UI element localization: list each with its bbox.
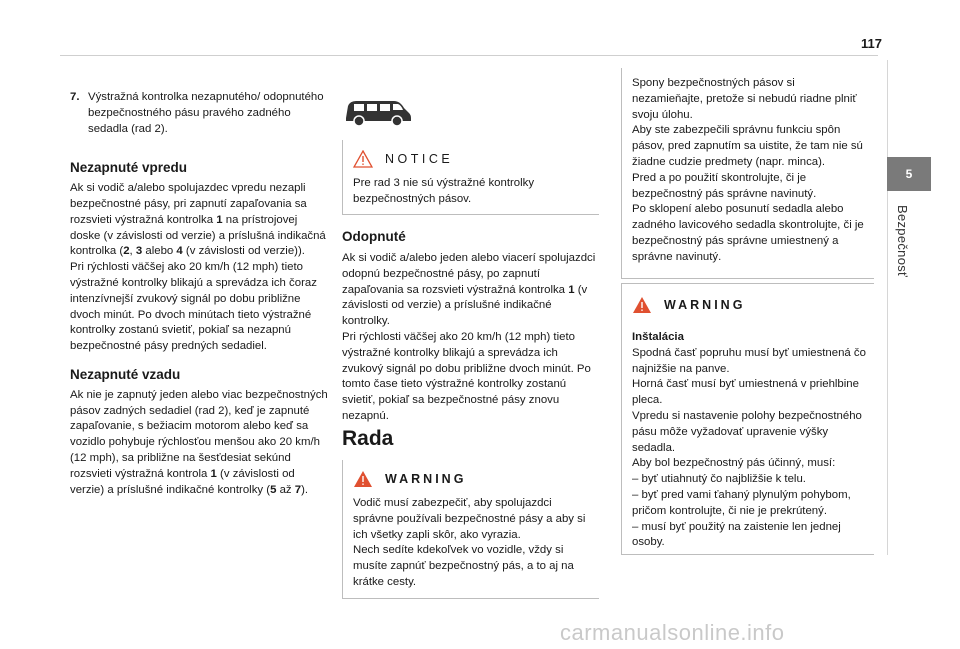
installation-list-item-2: – byť pred vami ťahaný plynulým pohybom, pričom kontrolujte, či nie je prekrútený.	[632, 488, 851, 517]
top-divider	[60, 55, 878, 56]
notice-box	[342, 140, 599, 215]
warning-box-installation	[621, 283, 874, 555]
front-paragraph-1: Ak si vodič a/alebo spolujazdec vpredu nezapli bezpečnostné pásy, pri zapnutí zapaľovania sa rozsvieti výstražná kontrolka 1 na prístrojovej doske (v závislosti od verzie) a príslušná indikačná kontrolka (2, 3 alebo 4 (v závislosti od verzie)).	[70, 182, 326, 258]
rear-paragraph: Ak nie je zapnutý jeden alebo viac bezpečnostných pásov zadných sedadiel (rad 2), keď je zapnuté zapaľovanie, s bežiacim motorom alebo keď sa vozidlo pohybuje rýchlosťou menšou ako 20 km/h (12 mph), sa približne na šesťdesiat sekúnd rozsvieti výstražná kontrola 1 (v závislosti od verzie) a príslušné indikačné kontrolky (5 až 7).	[70, 388, 328, 496]
notice-text: Pre rad 3 nie sú výstražné kontrolky bezpečnostných pásov.	[353, 177, 535, 205]
installation-list-item-1: – byť utiahnutý čo najbližšie k telu.	[632, 473, 806, 486]
heading-front-unfastened: Nezapnuté vpredu	[70, 160, 188, 176]
warning-label: WARNING	[385, 472, 467, 486]
heading-unbuckled: Odopnuté	[342, 229, 406, 244]
buckle-paragraph-4: Po sklopení alebo posunutí sedadla alebo zadného lavicového sedadla skontrolujte, či je bezpečnostný pás správne umiestnený a správne navinutý.	[632, 203, 864, 263]
warning-triangle-icon	[353, 150, 373, 168]
buckle-info-box	[621, 68, 874, 279]
installation-paragraph-4: Aby bol bezpečnostný pás účinný, musí:	[632, 457, 836, 470]
unbuckled-paragraph-2: Pri rýchlosti väčšej ako 20 km/h (12 mph) tieto výstražné kontrolky blikajú a sprevádza ich zvukový signál po dobu približne dvoch minút. Po tomto čase tieto výstražné kontrolky zostanú svietiť, pokiaľ sa bezpečnostné pásy znovu nezapnú.	[342, 330, 591, 422]
warning-filled-icon	[353, 470, 373, 488]
chapter-title: Bezpečnosť	[895, 205, 910, 278]
column-left	[70, 90, 330, 498]
notice-label: NOTICE	[385, 152, 454, 166]
front-paragraph-2: Pri rýchlosti väčšej ako 20 km/h (12 mph) tieto výstražné kontrolky blikajú a sprevádza ich čoraz intenzívnejší zvukový signál po dobu približne dvoch minút. Po dvoch minútach tieto výstražné kontrolky zostanú svietiť, pokiaľ sa nezapnú bezpečnostné pásy predných sedadiel.	[70, 261, 317, 353]
unbuckled-paragraph-1: Ak si vodič a/alebo jeden alebo viacerí spolujazdci odopnú bezpečnostné pásy, po zapnutí zapaľovania sa rozsvieti výstražná kontrolka 1 (v závislosti od verzie) a príslušné indikačné kontrolky.	[342, 252, 596, 328]
buckle-paragraph-2: Aby ste zabezpečili správnu funkciu spôn pásov, pred zapnutím sa uistite, že tam nie sú žiadne cudzie predmety (napr. minca).	[632, 124, 863, 168]
heading-rear-unfastened: Nezapnuté vzadu	[70, 366, 181, 382]
warning-label: WARNING	[664, 298, 746, 312]
unbuckled-text	[342, 251, 598, 425]
side-divider	[887, 60, 888, 555]
buckle-paragraph-1: Spony bezpečnostných pásov si nezamieňajte, pretože si nebudú riadne plniť svoju úlohu.	[632, 77, 857, 121]
watermark: carmanualsonline.info	[560, 620, 785, 645]
warning-paragraph-1: Vodič musí zabezpečiť, aby spolujazdci správne používali bezpečnostné pásy a aby si ich všetky zapli skôr, ako vyrazia.	[353, 497, 586, 541]
installation-paragraph-3: Vpredu si nastavenie polohy bezpečnostného pásu môže vyžadovať upravenie výšky sedadla.	[632, 409, 862, 454]
warning-box-advice	[342, 460, 599, 599]
heading-advice: Rada	[342, 427, 394, 450]
installation-paragraph-1: Spodná časť popruhu musí byť umiestnená čo najnižšie na panve.	[632, 346, 866, 375]
installation-paragraph-2: Horná časť musí byť umiestnená v priehlbine pleca.	[632, 378, 859, 407]
installation-list-item-3: – musí byť použitý na zaistenie len jednej osoby.	[632, 520, 841, 549]
item-text: Výstražná kontrolka nezapnutého/ odopnutého bezpečnostného pásu pravého zadného sedadla (rad 2).	[88, 91, 324, 135]
warning-paragraph-2: Nech sedíte kdekoľvek vo vozidle, vždy si musíte zapnúť bezpečnostný pás, a to aj na krátke cesty.	[353, 544, 574, 588]
item-number: 7.	[70, 91, 80, 103]
chapter-tab[interactable]: 5	[887, 157, 931, 191]
vehicle-icon	[342, 96, 412, 128]
installation-heading: Inštalácia	[632, 331, 684, 343]
warning-filled-icon	[632, 296, 652, 314]
buckle-paragraph-3: Pred a po použití skontrolujte, či je bezpečnostný pás správne navinutý.	[632, 171, 817, 200]
list-item-7	[70, 90, 330, 137]
page-number: 117	[861, 36, 882, 51]
